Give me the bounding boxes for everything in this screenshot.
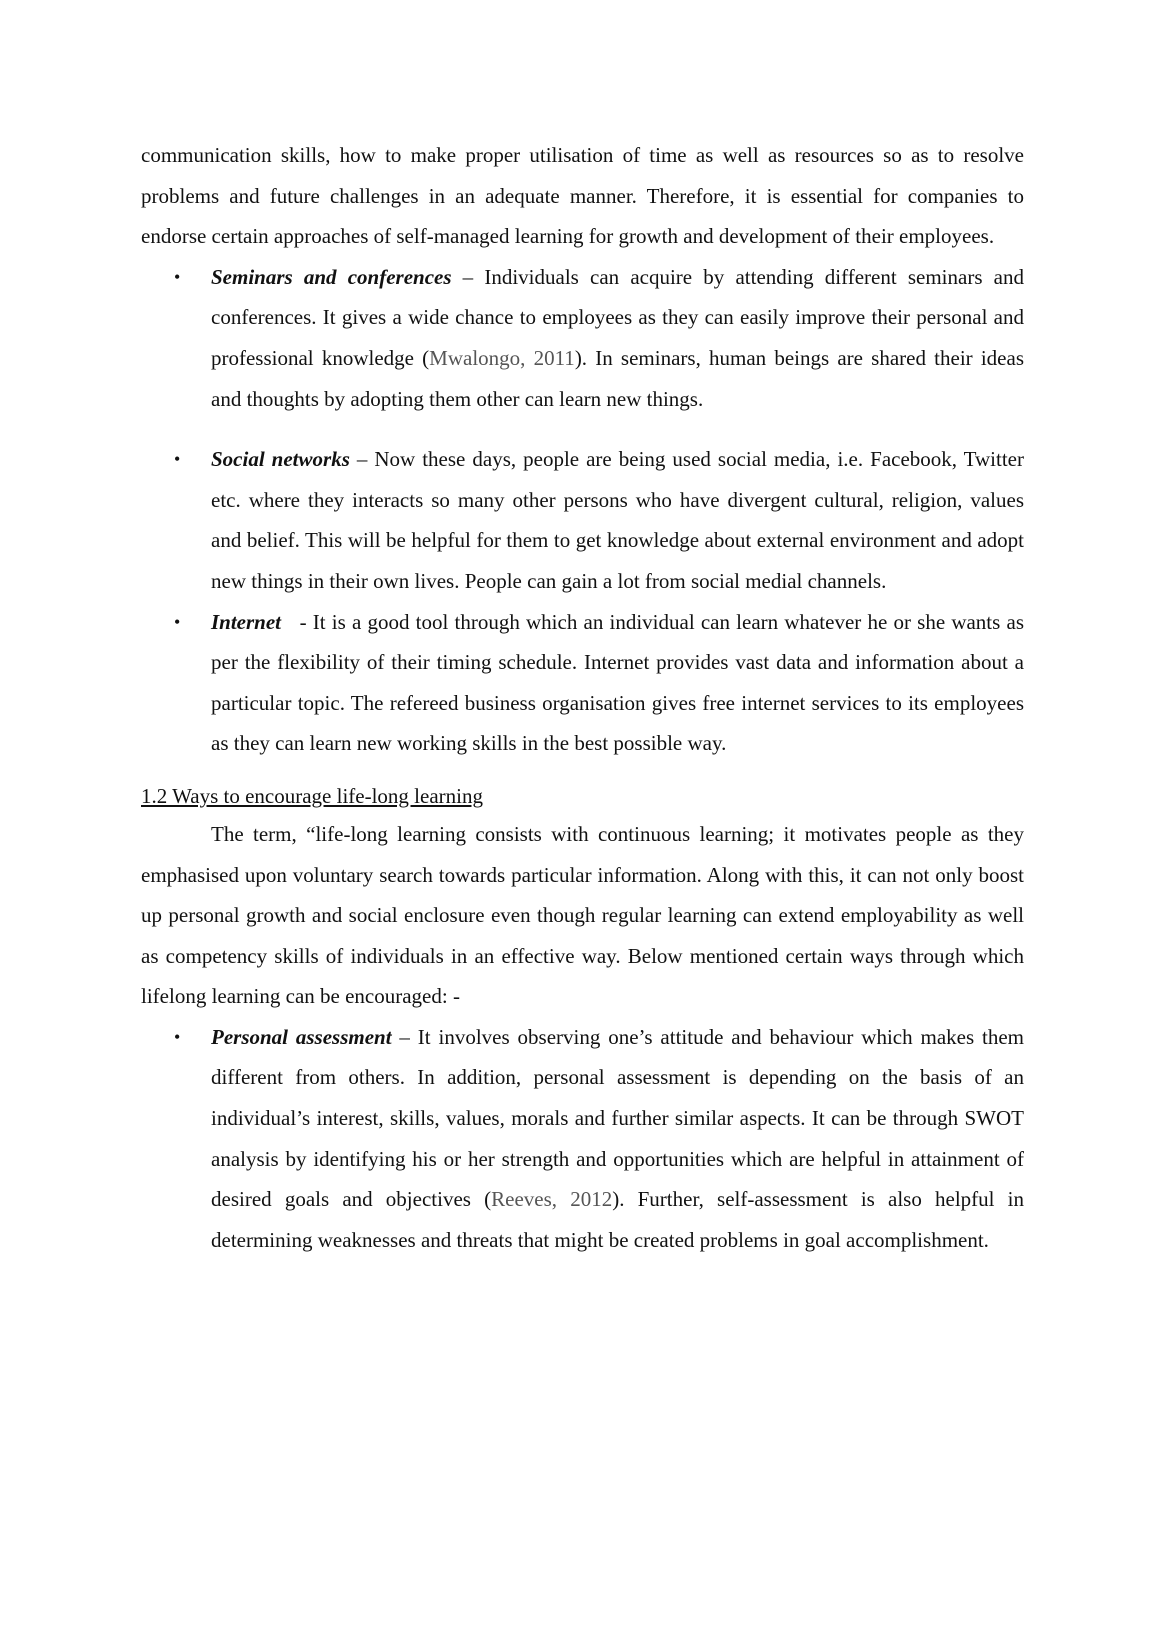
term-label: Social networks <box>211 447 350 472</box>
term-label: Personal assessment <box>211 1024 392 1049</box>
bullet-list-learning-methods <box>141 257 1030 764</box>
term-label: Internet <box>211 609 282 634</box>
item-text-end: ). Further, self-assessment is also helpful in determining weaknesses and threats that might be created problems in goal accomplishment. <box>211 1187 1025 1252</box>
citation: Reeves, 2012 <box>491 1187 613 1212</box>
list-item-seminars <box>141 257 1024 419</box>
term-label: Seminars and conferences <box>211 264 452 289</box>
bullet-icon: • <box>174 449 181 470</box>
item-text-end: ). In seminars, human beings are shared their ideas and thoughts by adopting them other can learn new things. <box>211 345 1024 411</box>
item-text: - It is a good tool through which an individual can learn whatever he or she wants as per the flexibility of their timing schedule. Internet provides vast data and information about a particular topic. The refereed business organisation gives free internet services to its employees as they can learn new working skills in the best possible way. <box>211 609 1030 756</box>
citation: Mwalongo, 2011 <box>429 345 575 370</box>
bullet-icon: • <box>174 611 181 632</box>
list-item-internet <box>141 602 1030 764</box>
item-text: – Individuals can acquire by attending different seminars and conferences. It gives a wide chance to employees as they can easily improve their personal and professional knowledge ( <box>211 264 1024 370</box>
item-text: – It involves observing one’s attitude and behaviour which makes them different from others. In addition, personal assessment is depending on the basis of an individual’s interest, skills, values, morals and further similar aspects. It can be through SWOT analysis by identifying his or her strength and opportunities which are helpful in attainment of desired goals and objectives ( <box>211 1024 1024 1212</box>
list-item-personal-assessment <box>141 1017 1024 1261</box>
bullet-icon: • <box>174 1026 181 1047</box>
bullet-list-encouragement <box>141 1017 1024 1261</box>
list-item-social-networks <box>141 439 1024 601</box>
bullet-icon: • <box>174 266 181 287</box>
item-text: – Now these days, people are being used social media, i.e. Facebook, Twitter etc. where they interacts so many other persons who have divergent cultural, religion, values and belief. This will be helpful for them to get knowledge about external environment and adopt new things in their own lives. People can gain a lot from social medial channels. <box>211 447 1024 593</box>
page-content <box>141 135 1030 1260</box>
intro-paragraph: communication skills, how to make proper utilisation of time as well as resources so as to resolve problems and future challenges in an adequate manner. Therefore, it is essential for companies to endorse certain approaches of self-managed learning for growth and development of their employees. <box>141 143 1024 249</box>
section-paragraph: The term, “life-long learning consists with continuous learning; it motivates people as they emphasised upon voluntary search towards particular information. Along with this, it can not only boost up personal growth and social enclosure even though regular learning can extend employability as well as competency skills of individuals in an effective way. Below mentioned certain ways through which lifelong learning can be encouraged: - <box>141 821 1024 1009</box>
section-heading: 1.2 Ways to encourage life-long learning <box>141 783 483 808</box>
